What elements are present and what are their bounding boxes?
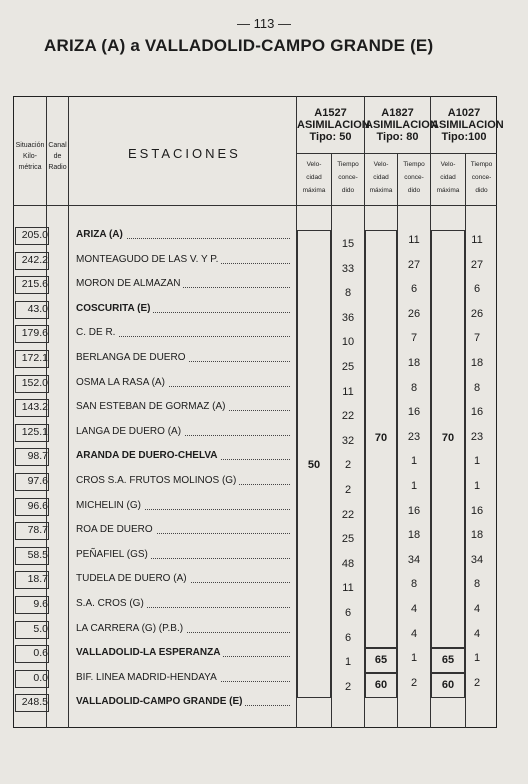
km-value: 9.6	[33, 598, 48, 610]
station-name: VALLADOLID-CAMPO GRANDE (E)	[76, 696, 245, 707]
time-tipo100: 18	[470, 357, 484, 369]
km-value: 125.1	[21, 425, 48, 438]
time-tipo50: 11	[342, 385, 354, 398]
station-name: ARIZA (A)	[76, 229, 126, 240]
station-name: VALLADOLID-LA ESPERANZA	[76, 647, 223, 658]
speed-tipo100-esperanza: 65	[441, 654, 455, 666]
km-value: 5.0	[33, 622, 48, 635]
time-tipo80: 18	[407, 529, 421, 542]
time-tipo50: 36	[341, 311, 355, 324]
km-value: 179.6	[21, 327, 48, 340]
series-tipo: Tipo: 50	[309, 131, 352, 143]
time-tipo50: 11	[342, 582, 354, 595]
series-code: A1027	[447, 107, 481, 119]
time-tipo100: 1	[473, 480, 481, 492]
subheader-velocidad	[297, 158, 331, 197]
km-value: 248.5	[21, 696, 48, 709]
series-header-tipo80	[365, 107, 438, 143]
divider	[296, 153, 497, 154]
time-tipo80: 1	[410, 455, 418, 468]
time-tipo80: 7	[410, 332, 418, 345]
header-text: Tiempo	[470, 161, 493, 168]
time-tipo100: 1	[473, 652, 481, 665]
header-text: Velo-	[306, 161, 322, 168]
time-tipo100: 4	[473, 603, 481, 615]
time-tipo100: 27	[470, 258, 484, 271]
station-name: PEÑAFIEL (GS)	[76, 549, 151, 560]
header-canal	[47, 140, 68, 173]
header-text: cidad	[306, 174, 322, 181]
station-name: MICHELIN (G)	[76, 500, 144, 511]
speed-tipo80: 70	[374, 432, 388, 444]
header-situacion	[14, 140, 46, 173]
divider	[68, 96, 69, 728]
time-tipo100: 8	[473, 381, 481, 394]
speed-tipo100-bif: 60	[441, 679, 455, 691]
time-tipo100: 6	[473, 283, 481, 296]
station-name: C. DE R.	[76, 327, 118, 338]
station-name: TUDELA DE DUERO (A)	[76, 573, 190, 584]
km-value: 43.0	[27, 302, 48, 315]
time-tipo100: 11	[471, 234, 483, 246]
series-header-tipo50	[297, 107, 370, 143]
header-text: Velo-	[440, 161, 456, 168]
subheader-tiempo	[466, 158, 497, 197]
series-tipo: Tipo: 80	[376, 131, 419, 143]
km-value: 18.7	[27, 573, 48, 586]
header-text: Tiempo	[337, 161, 359, 168]
page-number: — 113 —	[237, 16, 291, 31]
series-code: A1827	[381, 107, 414, 119]
station-name: ARANDA DE DUERO-CHELVA	[76, 450, 220, 461]
time-tipo80: 16	[407, 406, 421, 419]
header-text: conce-	[471, 174, 492, 181]
time-tipo100: 34	[470, 553, 484, 566]
header-text: conce-	[404, 174, 424, 181]
speed-tipo50: 50	[307, 459, 321, 471]
time-tipo50: 25	[341, 361, 355, 373]
time-tipo80: 23	[407, 430, 421, 443]
series-code: A1527	[314, 107, 347, 119]
km-value: 172.1	[21, 352, 48, 364]
time-tipo100: 1	[473, 455, 481, 468]
km-value: 58.5	[27, 548, 48, 561]
time-tipo100: 4	[473, 627, 481, 640]
series-name: ASIMILACION	[365, 119, 438, 131]
header-text: dido	[407, 187, 421, 194]
km-value: 215.6	[21, 278, 48, 291]
time-tipo80: 8	[410, 381, 418, 394]
km-value: 152.0	[21, 376, 48, 389]
km-value: 98.7	[27, 450, 48, 463]
series-header-tipo100	[431, 107, 504, 143]
header-text: métrica	[18, 164, 42, 171]
time-tipo80: 1	[410, 652, 418, 665]
time-tipo50: 25	[341, 533, 355, 546]
time-tipo50: 6	[344, 631, 352, 644]
page-title: ARIZA (A) a VALLADOLID-CAMPO GRANDE (E)	[44, 36, 434, 55]
header-text: Kilo-	[22, 153, 37, 160]
header-estaciones: ESTACIONES	[128, 146, 241, 161]
km-value: 97.6	[27, 475, 48, 487]
station-name: SAN ESTEBAN DE GORMAZ (A)	[76, 401, 228, 412]
time-tipo50: 48	[341, 557, 355, 570]
time-tipo80: 1	[410, 480, 418, 492]
km-value: 0.6	[33, 647, 48, 660]
time-tipo80: 18	[407, 357, 421, 369]
time-tipo50: 8	[344, 287, 352, 300]
time-tipo50: 10	[341, 336, 355, 349]
time-tipo100: 26	[470, 307, 484, 320]
time-tipo100: 2	[473, 676, 481, 689]
time-tipo80: 2	[410, 676, 418, 689]
subheader-velocidad	[365, 158, 397, 197]
subheader-velocidad	[431, 158, 465, 197]
speed-tipo80-bif: 60	[374, 679, 388, 691]
station-name: BERLANGA DE DUERO	[76, 352, 188, 363]
speed-tipo100: 70	[441, 432, 455, 444]
header-text: Tiempo	[403, 161, 425, 168]
station-name: S.A. CROS (G)	[76, 598, 147, 609]
series-name: ASIMILACION	[431, 119, 504, 131]
time-tipo80: 11	[408, 234, 420, 246]
time-tipo80: 27	[407, 258, 421, 271]
time-tipo50: 22	[341, 410, 355, 423]
km-value: 96.6	[27, 499, 48, 512]
time-tipo100: 18	[470, 529, 484, 542]
header-text: cidad	[373, 174, 389, 181]
time-tipo80: 34	[407, 553, 421, 566]
time-tipo80: 16	[407, 504, 421, 517]
time-tipo100: 7	[473, 332, 481, 345]
time-tipo50: 2	[344, 459, 352, 472]
header-text: Radio	[48, 164, 67, 171]
time-tipo50: 15	[341, 238, 355, 250]
header-text: máxima	[369, 187, 393, 194]
time-tipo80: 6	[410, 283, 418, 296]
divider	[13, 205, 497, 206]
subheader-tiempo	[398, 158, 430, 197]
time-tipo50: 2	[344, 484, 352, 496]
time-tipo100: 16	[470, 504, 484, 517]
time-tipo100: 16	[470, 406, 484, 419]
time-tipo50: 32	[341, 434, 355, 447]
time-tipo100: 8	[473, 578, 481, 591]
time-tipo80: 4	[410, 603, 418, 615]
station-name: MONTEAGUDO DE LAS V. Y P.	[76, 254, 221, 265]
station-name: CROS S.A. FRUTOS MOLINOS (G)	[76, 475, 239, 486]
header-text: dido	[341, 187, 355, 194]
km-value: 0.0	[33, 671, 48, 684]
header-text: máxima	[436, 187, 460, 194]
time-tipo50: 22	[341, 508, 355, 521]
series-name: ASIMILACION	[297, 119, 370, 131]
time-tipo80: 8	[410, 578, 418, 591]
station-name: MORON DE ALMAZAN	[76, 278, 183, 289]
station-name: COSCURITA (E)	[76, 303, 153, 314]
station-name: ROA DE DUERO	[76, 524, 156, 535]
header-text: dido	[475, 187, 488, 194]
time-tipo80: 4	[410, 627, 418, 640]
time-tipo50: 1	[344, 656, 352, 669]
station-name: OSMA LA RASA (A)	[76, 377, 168, 388]
header-text: máxima	[302, 187, 326, 194]
header-text: Canal	[48, 142, 67, 149]
header-text: de	[53, 153, 62, 160]
header-text: Velo-	[373, 161, 389, 168]
station-name: LANGA DE DUERO (A)	[76, 426, 184, 437]
header-text: conce-	[338, 174, 358, 181]
header-text: Situación	[15, 142, 45, 149]
time-tipo100: 23	[470, 430, 484, 443]
km-value: 143.2	[21, 401, 48, 414]
speed-tipo80-esperanza: 65	[374, 654, 388, 666]
km-value: 242.2	[21, 253, 48, 266]
time-tipo80: 26	[407, 307, 421, 320]
subheader-tiempo	[332, 158, 364, 197]
station-name: LA CARRERA (G) (P.B.)	[76, 623, 186, 634]
station-name: BIF. LINEA MADRID-HENDAYA	[76, 672, 220, 683]
time-tipo50: 2	[344, 680, 352, 693]
time-tipo50: 33	[341, 262, 355, 275]
km-value: 205.0	[21, 229, 48, 241]
series-tipo: Tipo:100	[441, 131, 487, 143]
km-value: 78.7	[27, 524, 48, 537]
time-tipo50: 6	[344, 607, 352, 619]
header-text: cidad	[440, 174, 456, 181]
